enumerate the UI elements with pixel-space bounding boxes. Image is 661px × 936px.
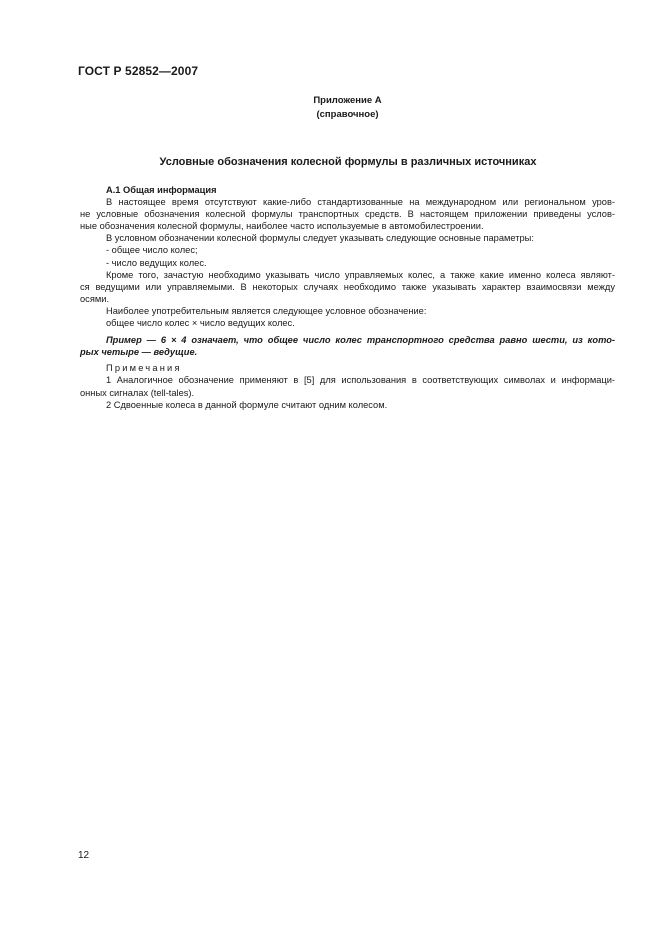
paragraph-line: осями.: [80, 293, 110, 304]
paragraph-line: В настоящее время отсутствуют какие-либо стандартизованные на международном или региональном уров-: [106, 197, 615, 208]
document-code: ГОСТ Р 52852—2007: [78, 64, 199, 78]
paragraph-line: ся ведущими или управляемыми. В некоторых случаях необходимо также указывать характер взаимосвязи между: [80, 281, 615, 292]
note-line: онных сигналах (tell-tales).: [80, 387, 195, 398]
paragraph-line: Наиболее употребительным является следующее условное обозначение:: [106, 305, 427, 316]
list-item: - число ведущих колес.: [106, 257, 207, 268]
paragraph-line: не условные обозначения колесной формулы транспортных средств. В настоящем приложении приведены услов-: [80, 209, 615, 220]
appendix-heading: [300, 94, 395, 122]
appendix-label: Приложение А: [313, 95, 382, 106]
example-line: рых четыре — ведущие.: [80, 347, 198, 358]
paragraph-line: Кроме того, зачастую необходимо указывать число управляемых колес, а также какие именно колеса являют-: [106, 269, 615, 280]
page-number: 12: [78, 850, 90, 861]
appendix-title: Условные обозначения колесной формулы в различных источниках: [159, 156, 537, 168]
paragraph-line: В условном обозначении колесной формулы следует указывать следующие основные параметры:: [106, 233, 534, 244]
appendix-body: [80, 184, 615, 411]
note-line: 1 Аналогичное обозначение применяют в [5] для использования в соответствующих символах и информаци-: [106, 375, 615, 386]
paragraph-line: ные обозначения колесной формулы, наиболее часто используемые в автомобилестроении.: [80, 221, 484, 232]
example-line: Пример — 6 × 4 означает, что общее число колес транспортного средства равно шести, из кото-: [106, 335, 615, 346]
appendix-type: (справочное): [316, 109, 379, 120]
notes-heading: Примечания: [106, 363, 182, 374]
list-item: - общее число колес;: [106, 245, 198, 256]
section-heading: А.1 Общая информация: [106, 185, 217, 195]
paragraph-line: общее число колес × число ведущих колес.: [106, 318, 295, 329]
note-line: 2 Сдвоенные колеса в данной формуле считают одним колесом.: [106, 399, 388, 410]
